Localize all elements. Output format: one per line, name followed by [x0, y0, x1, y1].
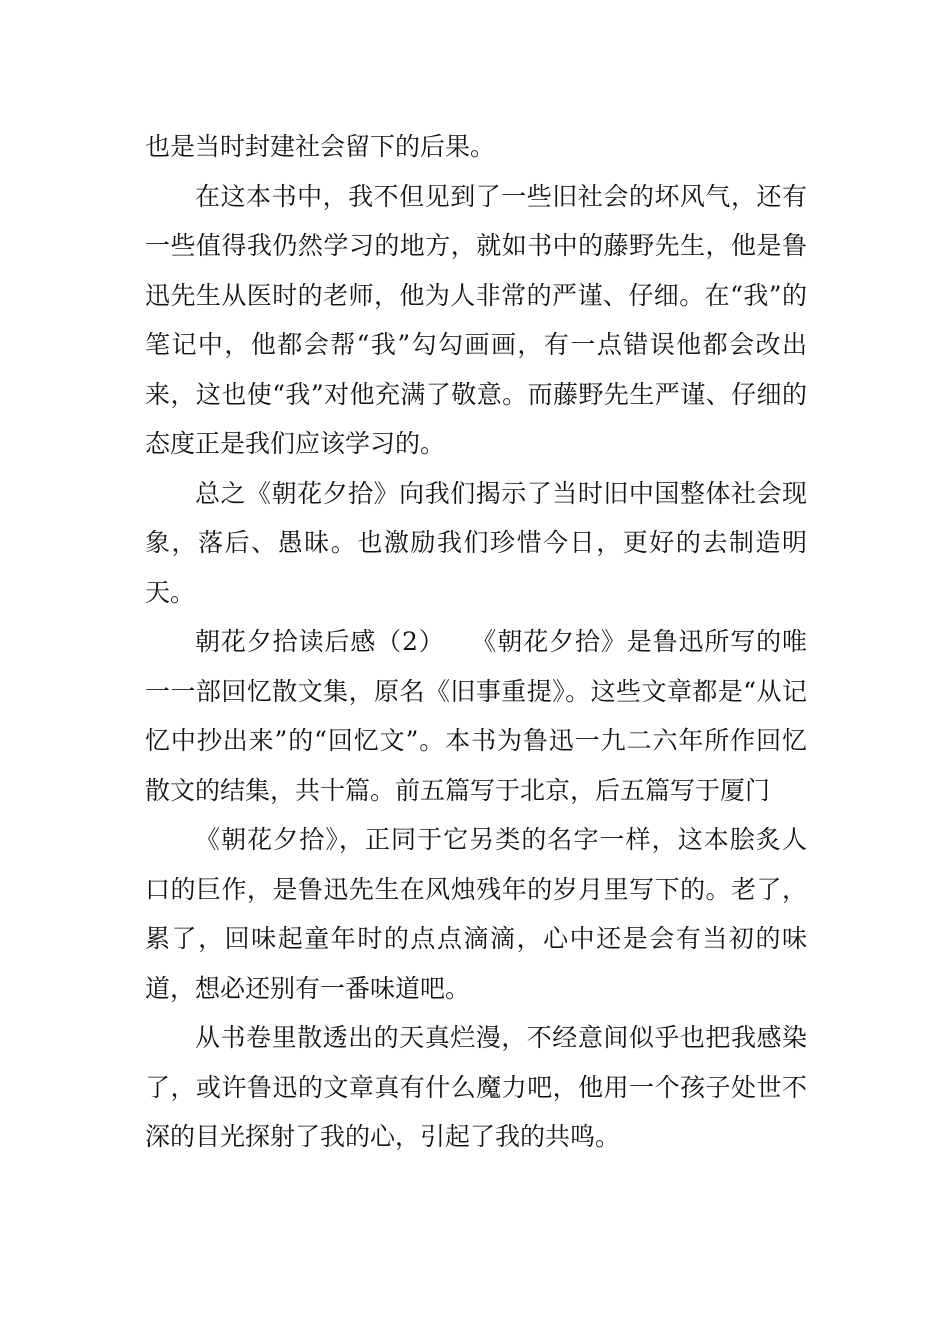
body-text — [145, 122, 807, 1162]
paragraph-conclusion: 总之《朝花夕拾》向我们揭示了当时旧中国整体社会现象，落后、愚昧。也激励我们珍惜今日，更好的去制造明天。 — [145, 478, 807, 607]
paragraph-resonance: 从书卷里散透出的天真烂漫，不经意间似乎也把我感染了，或许鲁迅的文章真有什么魔力吧，他用一个孩子处世不深的目光探射了我的心，引起了我的共鸣。 — [145, 1023, 807, 1151]
paragraph-review-2-intro: 朝花夕拾读后感（2） 《朝花夕拾》是鲁迅所写的唯一一部回忆散文集，原名《旧事重提》。这些文章都是“从记忆中抄出来”的“回忆文”。本书为鲁迅一九二六年所作回忆散文的结集，共十篇。前五篇写于北京，后五篇写于厦门 — [145, 627, 807, 805]
paragraph-continuation: 也是当时封建社会留下的后果。 — [145, 132, 496, 161]
paragraph-fujino: 在这本书中，我不但见到了一些旧社会的坏风气，还有一些值得我仍然学习的地方，就如书中的藤野先生，他是鲁迅先生从医时的老师，他为人非常的严谨、仔细。在“我”的笔记中，他都会帮“我”勾勾画画，有一点错误他都会改出来，这也使“我”对他充满了敬意。而藤野先生严谨、仔细的态度正是我们应该学习的。 — [145, 181, 807, 458]
paragraph-masterpiece: 《朝花夕拾》，正同于它另类的名字一样，这本脍炙人口的巨作，是鲁迅先生在风烛残年的岁月里写下的。老了，累了，回味起童年时的点点滴滴，心中还是会有当初的味道，想必还别有一番味道吧。 — [145, 825, 807, 1003]
